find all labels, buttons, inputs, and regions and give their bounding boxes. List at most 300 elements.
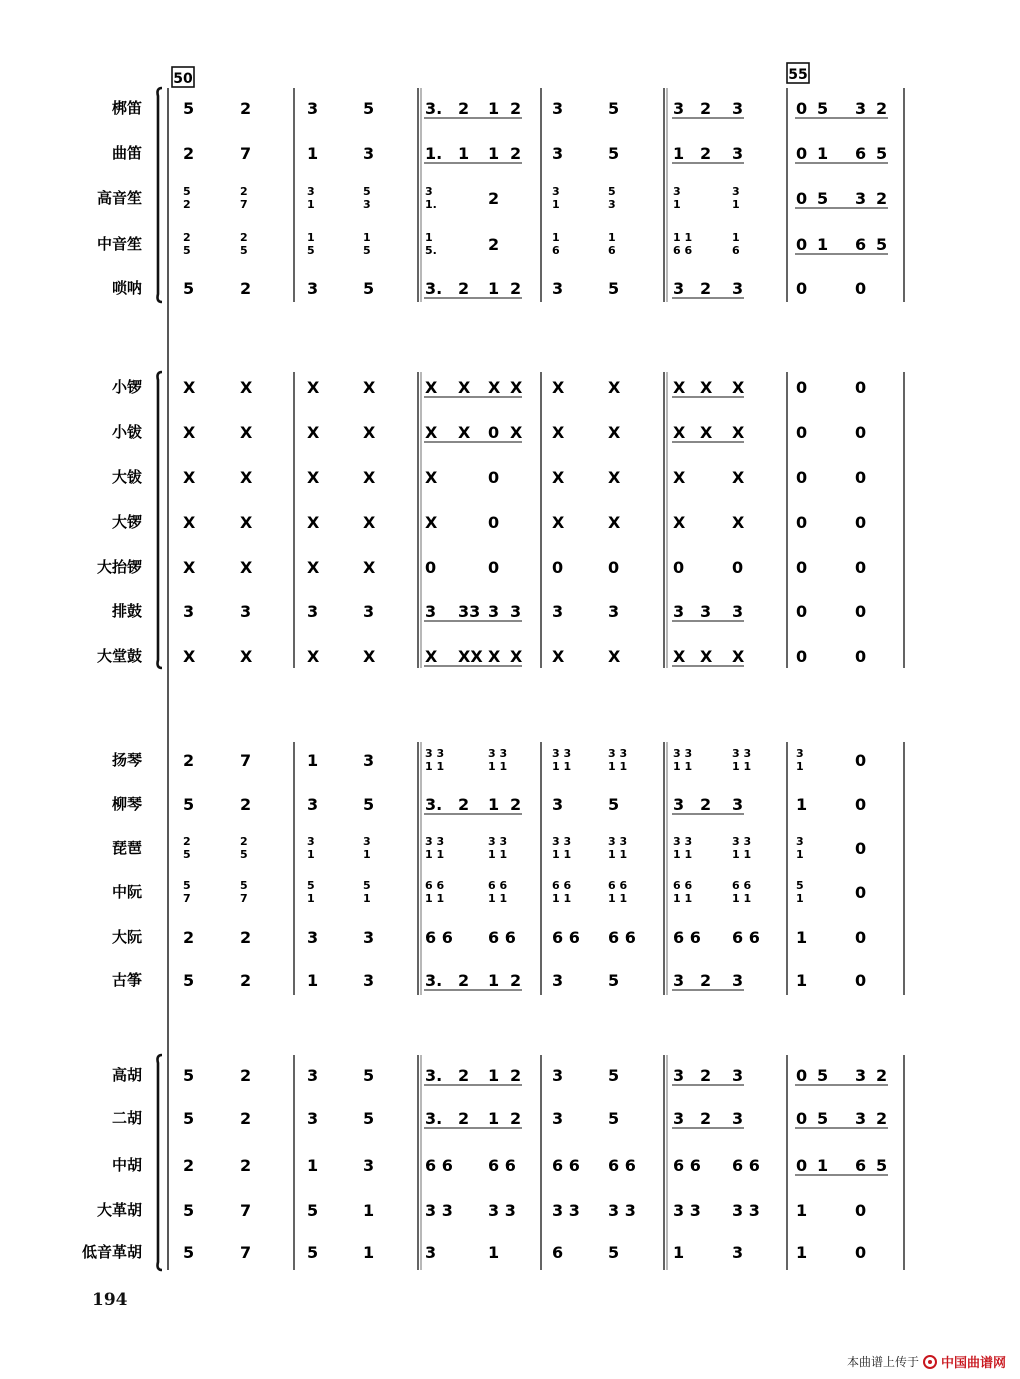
note: 6 6 — [673, 928, 701, 947]
note: 0 — [796, 468, 808, 487]
instrument-name: 大锣 — [111, 513, 142, 531]
note: X — [240, 423, 253, 442]
note: X — [552, 378, 565, 397]
note: 0 — [673, 558, 685, 577]
note: 3 — [552, 99, 564, 118]
note-upper: 3 — [425, 185, 433, 198]
note: 1 — [488, 1243, 500, 1262]
note: 5 — [363, 1109, 375, 1128]
note: X — [673, 423, 686, 442]
group-bracket — [158, 88, 163, 302]
note: X — [183, 378, 196, 397]
note-lower: 5. — [425, 244, 437, 257]
note: 3 — [732, 279, 744, 298]
note-upper: 3 3 — [552, 747, 572, 760]
note: 5 — [608, 144, 620, 163]
note-lower: 1 1 — [488, 892, 508, 905]
note-lower: 1 — [552, 198, 560, 211]
note-lower: 1 1 — [552, 848, 572, 861]
note: 6 — [855, 144, 867, 163]
note-upper: 2 — [240, 231, 248, 244]
note: X — [307, 513, 320, 532]
note-upper: 6 6 — [608, 879, 628, 892]
note: 2 — [510, 99, 522, 118]
note: 5 — [817, 189, 829, 208]
note: 3 3 — [673, 1201, 701, 1220]
note: 0 — [796, 1066, 808, 1085]
note: X — [510, 378, 523, 397]
note: 3 — [552, 279, 564, 298]
note: 1 — [673, 144, 685, 163]
note: 2 — [510, 279, 522, 298]
note: 3 — [510, 602, 522, 621]
note: X — [183, 423, 196, 442]
note: 2 — [458, 1066, 470, 1085]
note-upper: 6 6 — [488, 879, 508, 892]
note: X — [307, 558, 320, 577]
note: 2 — [876, 1066, 888, 1085]
note-lower: 5 — [307, 244, 315, 257]
note-upper: 5 — [240, 879, 248, 892]
note: 3 — [732, 99, 744, 118]
note-upper: 3 — [796, 835, 804, 848]
note-lower: 1 1 — [488, 848, 508, 861]
note: 5 — [363, 1066, 375, 1085]
note: 7 — [240, 751, 252, 770]
note: 2 — [700, 1109, 712, 1128]
note: 6 6 — [552, 1156, 580, 1175]
note: 2 — [183, 928, 195, 947]
instrument-name: 大革胡 — [96, 1201, 142, 1219]
instrument-name: 小钹 — [111, 423, 142, 441]
note: 0 — [552, 558, 564, 577]
note-upper: 6 6 — [732, 879, 752, 892]
instrument-name: 排鼓 — [111, 602, 142, 620]
note-lower: 1 — [796, 848, 804, 861]
note: 0 — [855, 795, 867, 814]
note: 3 — [732, 1066, 744, 1085]
note: 5 — [817, 1109, 829, 1128]
note: X — [732, 468, 745, 487]
note: 3 — [488, 602, 500, 621]
note: 7 — [240, 144, 252, 163]
note: X — [458, 378, 471, 397]
note: 3 — [673, 1109, 685, 1128]
note-upper: 3 3 — [425, 747, 445, 760]
note: 3 — [673, 279, 685, 298]
note: 3 3 — [425, 1201, 453, 1220]
instrument-name: 大堂鼓 — [96, 647, 142, 665]
note-lower: 1 1 — [608, 892, 628, 905]
note: X — [673, 647, 686, 666]
note: 3 — [673, 602, 685, 621]
note-lower: 1 1 — [488, 760, 508, 773]
note: 0 — [796, 647, 808, 666]
note-upper: 3 3 — [732, 835, 752, 848]
note-lower: 1 1 — [732, 760, 752, 773]
note: 3 — [552, 144, 564, 163]
note: 3. — [425, 279, 443, 298]
note: 0 — [796, 99, 808, 118]
instrument-name: 中胡 — [111, 1156, 142, 1174]
note-lower: 1 1 — [425, 848, 445, 861]
instrument-name: 古筝 — [111, 971, 142, 989]
note: 1 — [488, 144, 500, 163]
note: 3 — [855, 1109, 867, 1128]
note: 0 — [796, 235, 808, 254]
note: 0 — [855, 468, 867, 487]
note: X — [307, 378, 320, 397]
note: 33 — [458, 602, 481, 621]
note-lower: 2 — [183, 198, 191, 211]
note: 3 — [732, 795, 744, 814]
note: 1 — [363, 1243, 375, 1262]
note: 6 6 — [732, 1156, 760, 1175]
instrument-name: 高音笙 — [96, 189, 142, 207]
note: X — [488, 647, 501, 666]
note: 5 — [608, 279, 620, 298]
note: 5 — [876, 144, 888, 163]
note: 0 — [855, 971, 867, 990]
note: 6 — [552, 1243, 564, 1262]
note: 1 — [488, 1066, 500, 1085]
note-upper: 3 3 — [608, 835, 628, 848]
note: 0 — [855, 839, 867, 858]
note: X — [425, 513, 438, 532]
note: X — [183, 647, 196, 666]
note: X — [363, 468, 376, 487]
note: 3 — [732, 602, 744, 621]
note: X — [307, 647, 320, 666]
note: X — [552, 647, 565, 666]
note: X — [183, 558, 196, 577]
note-lower: 6 — [732, 244, 740, 257]
note: 2 — [458, 795, 470, 814]
note: 1 — [817, 1156, 829, 1175]
note-lower: 3 — [608, 198, 616, 211]
note: X — [183, 513, 196, 532]
note-lower: 1 1 — [425, 760, 445, 773]
note-upper: 3 3 — [673, 835, 693, 848]
note: 1 — [363, 1201, 375, 1220]
note: 3 — [363, 751, 375, 770]
instrument-name: 低音革胡 — [81, 1243, 142, 1261]
note: 3 3 — [608, 1201, 636, 1220]
note: X — [425, 468, 438, 487]
note: 0 — [855, 513, 867, 532]
note-upper: 1 — [732, 231, 740, 244]
instrument-name: 大抬锣 — [96, 558, 142, 576]
note-upper: 1 — [307, 231, 315, 244]
instrument-name: 大阮 — [111, 928, 142, 946]
note: 6 6 — [732, 928, 760, 947]
note: 3. — [425, 795, 443, 814]
note: 3 — [608, 602, 620, 621]
note: 1 — [796, 1243, 808, 1262]
note-lower: 3 — [363, 198, 371, 211]
note: X — [488, 378, 501, 397]
note: 3 — [855, 99, 867, 118]
note: 0 — [425, 558, 437, 577]
note-upper: 3 3 — [608, 747, 628, 760]
instrument-name: 柳琴 — [111, 795, 142, 813]
note: X — [608, 513, 621, 532]
note: 0 — [796, 378, 808, 397]
note-lower: 5 — [363, 244, 371, 257]
note: 3. — [425, 1066, 443, 1085]
note: 3 — [363, 928, 375, 947]
note: 2 — [183, 1156, 195, 1175]
note: 3 — [732, 1243, 744, 1262]
note: 2 — [240, 971, 252, 990]
note: 5 — [183, 795, 195, 814]
note-lower: 1 1 — [673, 760, 693, 773]
note: 5 — [363, 795, 375, 814]
note: 2 — [240, 795, 252, 814]
note: 1 — [817, 144, 829, 163]
note: 3 — [700, 602, 712, 621]
note: 3 — [425, 1243, 437, 1262]
note: 0 — [796, 279, 808, 298]
note-upper: 2 — [183, 835, 191, 848]
site-logo-icon — [923, 1355, 937, 1369]
note: X — [240, 513, 253, 532]
instrument-name: 二胡 — [111, 1109, 142, 1127]
note: 0 — [796, 558, 808, 577]
note-upper: 1 — [363, 231, 371, 244]
note: 3 — [732, 144, 744, 163]
measure-number: 55 — [788, 67, 808, 83]
note: 5 — [817, 1066, 829, 1085]
note: 3 — [673, 971, 685, 990]
measure-number: 50 — [173, 71, 193, 87]
note: 6 6 — [673, 1156, 701, 1175]
note-upper: 6 6 — [425, 879, 445, 892]
note: 1 — [796, 1201, 808, 1220]
note: 2 — [240, 1109, 252, 1128]
note: 3 — [732, 971, 744, 990]
note-lower: 1 — [673, 198, 681, 211]
note: 3 — [552, 795, 564, 814]
note: X — [608, 468, 621, 487]
note-upper: 3 — [552, 185, 560, 198]
note: 0 — [796, 144, 808, 163]
note-lower: 1 — [732, 198, 740, 211]
note: 6 6 — [608, 928, 636, 947]
note: 5 — [183, 99, 195, 118]
note: 0 — [796, 513, 808, 532]
note-upper: 1 1 — [673, 231, 693, 244]
note-lower: 1 1 — [673, 892, 693, 905]
note-upper: 3 3 — [425, 835, 445, 848]
note: 5 — [876, 235, 888, 254]
note-upper: 3 — [732, 185, 740, 198]
note: 3 3 — [552, 1201, 580, 1220]
note: 0 — [855, 1243, 867, 1262]
note-lower: 1 — [796, 892, 804, 905]
note: 2 — [700, 795, 712, 814]
note: 2 — [700, 279, 712, 298]
note-upper: 5 — [608, 185, 616, 198]
note-upper: 1 — [608, 231, 616, 244]
note-lower: 7 — [183, 892, 191, 905]
note-lower: 1 1 — [732, 848, 752, 861]
note: X — [700, 647, 713, 666]
note: 3 — [732, 1109, 744, 1128]
note-lower: 5 — [240, 848, 248, 861]
note: 0 — [488, 558, 500, 577]
note: 3 — [673, 1066, 685, 1085]
note: 5 — [183, 1243, 195, 1262]
note: X — [510, 647, 523, 666]
instrument-name: 中音笙 — [96, 235, 142, 253]
note: X — [458, 423, 471, 442]
note: 5 — [307, 1243, 319, 1262]
note: X — [700, 423, 713, 442]
note: 5 — [363, 279, 375, 298]
note-upper: 5 — [363, 185, 371, 198]
note: 0 — [855, 279, 867, 298]
note-lower: 1 1 — [608, 848, 628, 861]
note: 3 — [307, 928, 319, 947]
note: 0 — [488, 513, 500, 532]
note: 1 — [488, 795, 500, 814]
note: X — [700, 378, 713, 397]
note: X — [240, 647, 253, 666]
note-upper: 3 — [307, 185, 315, 198]
note: 1 — [307, 971, 319, 990]
note: 3 — [855, 1066, 867, 1085]
note-lower: 1 1 — [673, 848, 693, 861]
note: 2 — [700, 971, 712, 990]
note: 2 — [183, 751, 195, 770]
note: 1 — [673, 1243, 685, 1262]
note: 0 — [855, 1201, 867, 1220]
note-upper: 2 — [240, 185, 248, 198]
note: 3 — [855, 189, 867, 208]
note: 5 — [183, 971, 195, 990]
note: 3 — [363, 1156, 375, 1175]
note-lower: 1 1 — [552, 760, 572, 773]
note: 2 — [700, 99, 712, 118]
note: 2 — [510, 1066, 522, 1085]
note: 1 — [307, 751, 319, 770]
note: 5 — [608, 99, 620, 118]
note: 5 — [876, 1156, 888, 1175]
note: 2 — [183, 144, 195, 163]
note-upper: 2 — [240, 835, 248, 848]
footer-watermark — [847, 1352, 1006, 1371]
note: 3 — [363, 144, 375, 163]
note: X — [673, 378, 686, 397]
note: 0 — [855, 751, 867, 770]
note: 3 — [307, 99, 319, 118]
note-upper: 5 — [796, 879, 804, 892]
note-upper: 6 6 — [552, 879, 572, 892]
note: X — [673, 513, 686, 532]
note-upper: 3 — [796, 747, 804, 760]
note: 1 — [458, 144, 470, 163]
note: 6 6 — [552, 928, 580, 947]
note-lower: 5 — [183, 848, 191, 861]
note: 3. — [425, 1109, 443, 1128]
note: 5 — [183, 1201, 195, 1220]
note: X — [183, 468, 196, 487]
note: 7 — [240, 1201, 252, 1220]
note: 0 — [855, 928, 867, 947]
note: X — [608, 647, 621, 666]
note-lower: 1 1 — [608, 760, 628, 773]
note: 2 — [488, 189, 500, 208]
note-lower: 1 1 — [732, 892, 752, 905]
note: 2 — [240, 1066, 252, 1085]
note: 0 — [855, 558, 867, 577]
note: 1 — [307, 1156, 319, 1175]
note-lower: 6 — [552, 244, 560, 257]
note: 1 — [488, 1109, 500, 1128]
note: 6 6 — [425, 1156, 453, 1175]
note: 2 — [458, 99, 470, 118]
note: X — [552, 423, 565, 442]
note: 2 — [240, 99, 252, 118]
note: 3 — [240, 602, 252, 621]
instrument-name: 小锣 — [111, 378, 142, 396]
note: 3 — [307, 602, 319, 621]
note: 5 — [817, 99, 829, 118]
note-lower: 5 — [240, 244, 248, 257]
note: 0 — [796, 423, 808, 442]
note: X — [240, 468, 253, 487]
note: 3 — [363, 971, 375, 990]
note: X — [240, 378, 253, 397]
note: 1 — [796, 971, 808, 990]
note-lower: 1 — [307, 198, 315, 211]
note: 5 — [183, 1109, 195, 1128]
note: 3 3 — [488, 1201, 516, 1220]
note-lower: 1. — [425, 198, 437, 211]
note: 0 — [796, 1109, 808, 1128]
note: 3 — [552, 1066, 564, 1085]
note: 2 — [240, 1156, 252, 1175]
note: 3 — [425, 602, 437, 621]
note-upper: 3 — [307, 835, 315, 848]
note: 2 — [458, 971, 470, 990]
note-lower: 1 — [307, 892, 315, 905]
note-lower: 1 1 — [425, 892, 445, 905]
note: 6 — [855, 1156, 867, 1175]
note: 2 — [488, 235, 500, 254]
note: 3 3 — [732, 1201, 760, 1220]
note-upper: 3 3 — [732, 747, 752, 760]
note-lower: 6 6 — [673, 244, 693, 257]
note: 1 — [796, 795, 808, 814]
note: 3 — [183, 602, 195, 621]
note: X — [363, 558, 376, 577]
note-lower: 1 1 — [552, 892, 572, 905]
note: 6 6 — [488, 1156, 516, 1175]
note: 3 — [673, 99, 685, 118]
note: 0 — [855, 647, 867, 666]
note: X — [732, 647, 745, 666]
instrument-name: 琵琶 — [111, 839, 142, 857]
note: 0 — [796, 189, 808, 208]
instrument-name: 高胡 — [111, 1066, 142, 1084]
note: 2 — [240, 928, 252, 947]
note: 2 — [700, 144, 712, 163]
note: 7 — [240, 1243, 252, 1262]
note: 5 — [608, 1109, 620, 1128]
note-upper: 1 — [425, 231, 433, 244]
